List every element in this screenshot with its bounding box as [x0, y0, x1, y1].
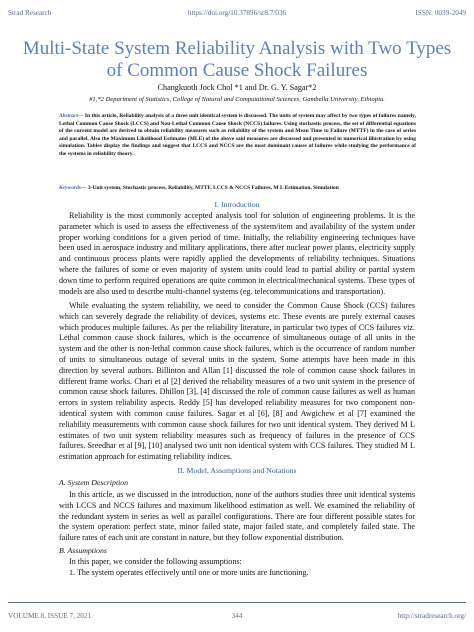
issn: ISSN: 0039-2049: [415, 9, 466, 17]
abstract-label: Abstract—: [59, 113, 84, 119]
doi-link[interactable]: https://doi.org/10.37896/sr8.7/036: [187, 9, 287, 17]
footer-rule: [8, 602, 466, 603]
intro-paragraph-1: Reliability is the most commonly accepted analysis tool for solution of engineering problems. It is the parameter which is used to assess the effectiveness of the system/item and availability of the system under proper working conditions for a given period of time. Initially, the reliability engineering techniques have been used in aerospace industry and military applications, there after nuclear power plants, electricity supply and continuous process plants were rapidly applied the developments of reliability techniques. Situations where the failures of some or even majority of system units could lead to partial ability or partial system down time to perform required operations are quite common in electrical/mechanical systems. These types of models are also used to describe multi-channel systems (eg. telecommunications and transportation).: [59, 211, 415, 296]
keywords-text: 3-Unit system, Stochastic process, Reliability, MTTF, LCCS & NCCS Failures, M L Estimation, Simulation: [86, 185, 339, 191]
keywords-label: Keywords—: [59, 185, 87, 191]
section-heading-model: II. Model, Assumptions and Notations: [177, 466, 297, 475]
subsection-system-description: A. System Description: [59, 478, 129, 487]
paper-title: Multi-State System Reliability Analysis with Two Types of Common Cause Shock Failures: [22, 38, 452, 81]
assumptions-intro: In this paper, we consider the following assumptions:: [69, 557, 242, 566]
journal-url[interactable]: http://stradresearch.org/: [397, 612, 466, 620]
abstract: [59, 113, 416, 158]
subsection-assumptions: B. Assumptions: [59, 546, 107, 555]
system-description-paragraph: In this article, as we discussed in the introduction, none of the authors studies three unit identical systems with LCCS and NCCS failures and maximum likelihood estimation as well. We examined the reliability of the redundant system in series as well as parallel configurations. There are four different possible states for the system operation: perfect state, minor failed state, major failed state, and completely failed state. The failure rates of each unit are constant in nature, but they follow exponential distribution.: [59, 490, 415, 543]
abstract-text: In this article, Reliability analysis of a three unit identical system is discussed. The units of system may affect by two types of failures namely, Lethal Common Cause Shock (LCCS) and Non-Lethal Common Cause Shock (NCCS) failures. Using stochastic process, the set of differential equations of the current model are derived to obtain reliability measures such as reliability of the system and Mean Time to Failure (MTTF) in the case of series and parallel. Also the Maximum Likelihood Estimates (MLE) of the above said measures are discussed and presented in numerical illustration by using simulation. Tables display the findings and suggest that LCCS and NCCS are the most dominant causes of failures while studying the performance of the systems in reliability theory.: [59, 113, 416, 157]
page-header: [8, 9, 466, 21]
assumption-item-1: 1. The system operates effectively until one or more units are functioning.: [69, 568, 309, 577]
volume-issue: VOLUME 8, ISSUE 7, 2021: [8, 612, 92, 620]
page-number: 344: [231, 612, 243, 620]
keywords: [59, 185, 416, 193]
affiliation: #1,*2 Department of Statistics, College of Natural and Computational Sciences, Gambella University, Ethiopia.: [89, 96, 385, 103]
journal-name: Strad Research: [8, 9, 52, 17]
intro-paragraph-2: While evaluating the system reliability, we need to consider the Common Cause Shock (CCS) failures which can severely degrade the reliability of devices, systems etc. These events are purely external causes which produces multiple failures. As per the reliability literature, in particular two types of CCS failures viz. Lethal common cause shock failures, which is the occurrence of simultaneous outage of all units in the system and the other is non-lethal common cause shock failures, which is the occurrence of random number of units to simultaneous outage of several units in the system. Some attempts have been made in this direction by several authors. Billinton and Allan [1] discussed the role of common cause shock failures in different frame works. Chari et al [2] derived the reliability measures of a two unit system in the presence of common cause shock failures. Dhillon [3], [4] discussed the role of common cause failures as well as human errors in system reliability aspects. Reddy [5] has developed reliability measures for two component non-identical system with common cause failures. Sagar et al [6], [8] and Awgichew et al [7] examined the reliability measurements with common cause shock failures for two unit identical system. They derived M L estimates of two unit system reliability measures such as frequency of failures in the presence of CCS failures. Sreedhar et al [9], [10] analysed two unit non identical system with CCS failures. They studied M L estimation approach for estimating reliability indices.: [59, 301, 415, 462]
authors: Changkuoth Jock Chol *1 and Dr. G. Y. Sagar*2: [157, 83, 317, 92]
page-footer: [8, 612, 466, 624]
section-heading-introduction: I. Introduction: [214, 200, 260, 209]
